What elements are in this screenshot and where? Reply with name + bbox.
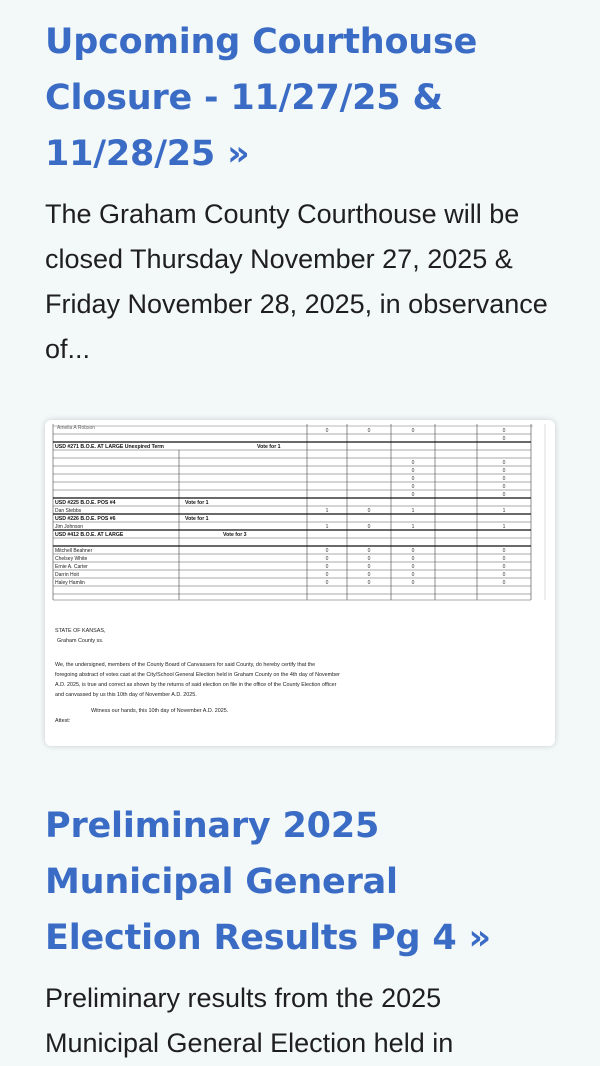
svg-text:0: 0 bbox=[502, 548, 506, 554]
svg-text:1: 1 bbox=[502, 524, 506, 530]
svg-text:0: 0 bbox=[411, 428, 415, 434]
svg-text:0: 0 bbox=[367, 556, 371, 562]
certify-line: and canvassed by us this 10th day of November A.D. 2025. bbox=[55, 692, 197, 698]
svg-text:0: 0 bbox=[411, 492, 415, 498]
post-item bbox=[45, 798, 555, 1066]
certify-line: foregoing abstract of votes cast at the City/School General Election held in Graham County on the 4th day of November bbox=[55, 672, 340, 678]
post-thumbnail[interactable] bbox=[45, 420, 555, 746]
svg-text:0: 0 bbox=[411, 564, 415, 570]
svg-text:0: 0 bbox=[367, 564, 371, 570]
candidate-name: Darrin Hoit bbox=[55, 572, 79, 578]
section-vote: Vote for 3 bbox=[223, 532, 247, 538]
svg-text:0: 0 bbox=[502, 436, 506, 442]
post-title-link[interactable]: Preliminary 2025 Municipal General Election Results Pg 4 » bbox=[45, 806, 491, 958]
certify-line: A.D. 2025, is true and correct as shown by the returns of said election on file in the office of the County Election officer bbox=[55, 682, 337, 688]
svg-text:0: 0 bbox=[325, 428, 329, 434]
svg-text:0: 0 bbox=[502, 460, 506, 466]
svg-text:0: 0 bbox=[502, 476, 506, 482]
svg-text:0: 0 bbox=[411, 476, 415, 482]
svg-text:0: 0 bbox=[367, 572, 371, 578]
section-label: USD #226 B.O.E. POS #6 bbox=[55, 516, 116, 522]
svg-text:0: 0 bbox=[411, 572, 415, 578]
svg-text:0: 0 bbox=[502, 572, 506, 578]
attest-line: Attest: bbox=[55, 718, 71, 724]
svg-text:Ameila A Robson: Ameila A Robson bbox=[57, 425, 96, 431]
svg-text:0: 0 bbox=[502, 564, 506, 570]
witness-line: Witness our hands, this 10th day of November A.D. 2025. bbox=[91, 708, 229, 714]
election-results-document-image bbox=[45, 420, 555, 746]
svg-text:0: 0 bbox=[502, 428, 506, 434]
post-item bbox=[45, 14, 555, 372]
svg-text:0: 0 bbox=[325, 556, 329, 562]
svg-text:1: 1 bbox=[411, 508, 415, 514]
candidate-name: Dan Stebbs bbox=[55, 508, 82, 514]
section-label: USD #225 B.O.E. POS #4 bbox=[55, 500, 116, 506]
svg-text:0: 0 bbox=[411, 580, 415, 586]
svg-text:1: 1 bbox=[325, 508, 329, 514]
svg-text:0: 0 bbox=[502, 484, 506, 490]
svg-text:1: 1 bbox=[502, 508, 506, 514]
state-line: STATE OF KANSAS, bbox=[55, 628, 106, 634]
post-excerpt: Preliminary results from the 2025 Municipal General Election held in bbox=[45, 983, 454, 1058]
svg-text:0: 0 bbox=[325, 572, 329, 578]
svg-text:0: 0 bbox=[367, 524, 371, 530]
svg-text:0: 0 bbox=[367, 428, 371, 434]
svg-text:0: 0 bbox=[325, 548, 329, 554]
candidate-name: Chelsey White bbox=[55, 556, 88, 562]
post-excerpt: The Graham County Courthouse will be closed Thursday November 27, 2025 & Friday November 28, 2025, in observance of... bbox=[45, 199, 548, 364]
post-title bbox=[45, 14, 555, 182]
certify-line: We, the undersigned, members of the County Board of Canvassers for said County, do hereby certify that the bbox=[55, 662, 316, 668]
svg-text:0: 0 bbox=[325, 580, 329, 586]
section-vote: Vote for 1 bbox=[185, 516, 209, 522]
svg-text:0: 0 bbox=[325, 564, 329, 570]
candidate-name: Jim Johnson bbox=[55, 524, 84, 530]
section-vote: Vote for 1 bbox=[185, 500, 209, 506]
svg-text:0: 0 bbox=[411, 548, 415, 554]
svg-text:1: 1 bbox=[325, 524, 329, 530]
post-title-link[interactable]: Upcoming Courthouse Closure - 11/27/25 & 11/28/25 » bbox=[45, 22, 478, 174]
county-line: Graham County ss. bbox=[57, 638, 104, 644]
svg-text:0: 0 bbox=[367, 548, 371, 554]
svg-text:1: 1 bbox=[411, 524, 415, 530]
candidate-name: Ernie A. Carter bbox=[55, 564, 88, 570]
section-label: USD #271 B.O.E. AT LARGE Unexpired Term bbox=[55, 444, 164, 450]
candidate-name: Haley Hamlin bbox=[55, 580, 85, 586]
svg-text:0: 0 bbox=[411, 468, 415, 474]
svg-text:0: 0 bbox=[502, 556, 506, 562]
svg-text:0: 0 bbox=[502, 492, 506, 498]
section-vote: Vote for 1 bbox=[257, 444, 281, 450]
post-title bbox=[45, 798, 555, 966]
svg-text:0: 0 bbox=[411, 556, 415, 562]
svg-text:0: 0 bbox=[502, 468, 506, 474]
candidate-name: Mitchell Beahner bbox=[55, 548, 93, 554]
section-label: USD #412 B.O.E. AT LARGE bbox=[55, 532, 124, 538]
svg-text:0: 0 bbox=[367, 508, 371, 514]
svg-text:0: 0 bbox=[411, 460, 415, 466]
svg-text:0: 0 bbox=[502, 580, 506, 586]
svg-text:0: 0 bbox=[367, 580, 371, 586]
svg-text:0: 0 bbox=[411, 484, 415, 490]
